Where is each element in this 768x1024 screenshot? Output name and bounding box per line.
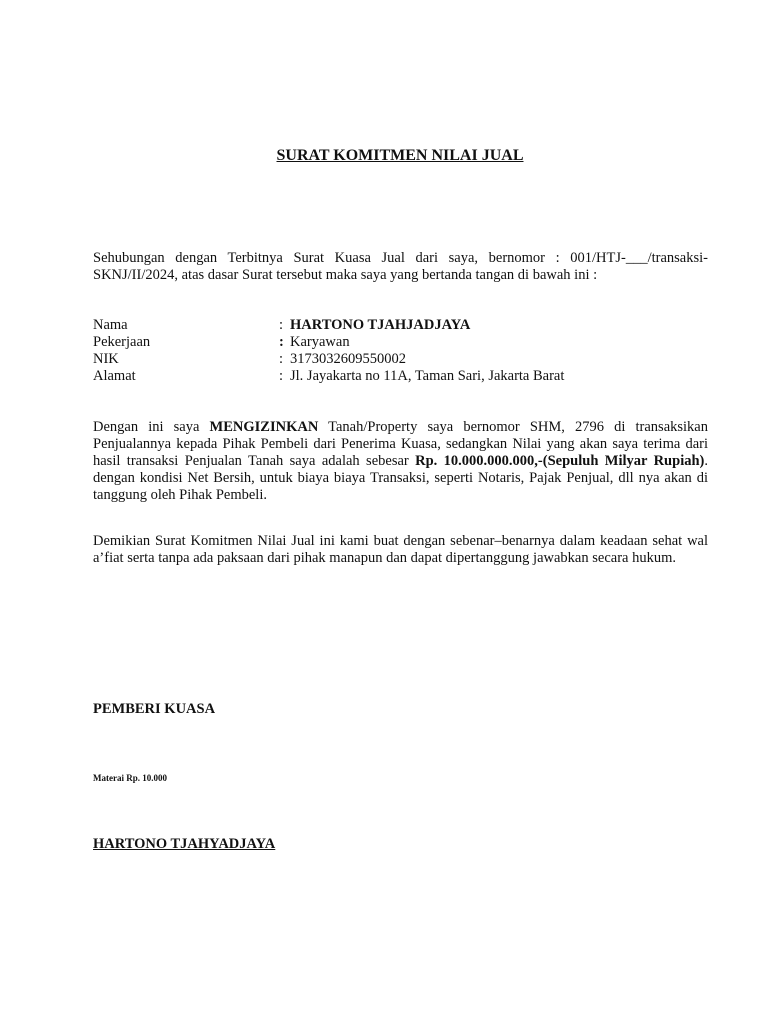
identity-colon: : bbox=[279, 368, 284, 384]
signer-name: HARTONO TJAHYADJAYA bbox=[93, 836, 276, 852]
statement-emphasis-permission: MENGIZINKAN bbox=[209, 419, 319, 435]
closing-paragraph: Demikian Surat Komitmen Nilai Jual ini kami buat dengan sebenar–benarnya dalam keadaan sehat wal a’fiat serta tanpa ada paksaan dari pihak manapun dan dapat dipertanggung jawabkan secara hukum. bbox=[93, 533, 708, 566]
identity-label: Nama bbox=[93, 317, 128, 333]
statement-text: Tanah/Property saya bernomor SHM, 2796 di transaksikan Penjualannya kepada Pihak Pembeli dari Penerima Kuasa, sedangkan Nilai yang akan saya terima dari hasil transaksi Penjualan Tanah saya adalah sebesar bbox=[93, 419, 708, 469]
identity-colon: : bbox=[279, 351, 284, 367]
identity-value: Jl. Jayakarta no 11A, Taman Sari, Jakarta Barat bbox=[290, 368, 565, 384]
identity-row-address bbox=[93, 368, 708, 385]
statement-text: Dengan ini saya bbox=[93, 419, 210, 435]
identity-colon: : bbox=[279, 334, 284, 350]
identity-row-nik bbox=[93, 351, 708, 368]
letter-title: SURAT KOMITMEN NILAI JUAL bbox=[276, 147, 524, 164]
stamp-duty-label: Materai Rp. 10.000 bbox=[93, 773, 167, 783]
identity-block bbox=[93, 317, 708, 385]
identity-label: Alamat bbox=[93, 368, 136, 384]
identity-row-name bbox=[93, 317, 708, 334]
identity-value: HARTONO TJAHJADJAYA bbox=[290, 317, 471, 333]
identity-value: Karyawan bbox=[290, 334, 350, 350]
statement-text: . dengan kondisi Net Bersih, untuk biaya biaya Transaksi, seperti Notaris, Pajak Penjual, dll nya akan di tanggung oleh Pihak Pembeli. bbox=[93, 453, 708, 503]
identity-label: NIK bbox=[93, 351, 119, 367]
intro-paragraph: Sehubungan dengan Terbitnya Surat Kuasa Jual dari saya, bernomor : 001/HTJ-___/transaksi-SKNJ/II/2024, atas dasar Surat tersebut maka saya yang bertanda tangan di bawah ini : bbox=[93, 250, 708, 283]
identity-row-occupation bbox=[93, 334, 708, 351]
statement-emphasis-amount: Rp. 10.000.000.000,-(Sepuluh Milyar Rupiah) bbox=[415, 453, 705, 469]
identity-colon: : bbox=[279, 317, 284, 333]
signer-role-label: PEMBERI KUASA bbox=[93, 701, 216, 717]
identity-value: 3173032609550002 bbox=[290, 351, 406, 367]
identity-label: Pekerjaan bbox=[93, 334, 151, 350]
statement-paragraph bbox=[93, 419, 708, 504]
